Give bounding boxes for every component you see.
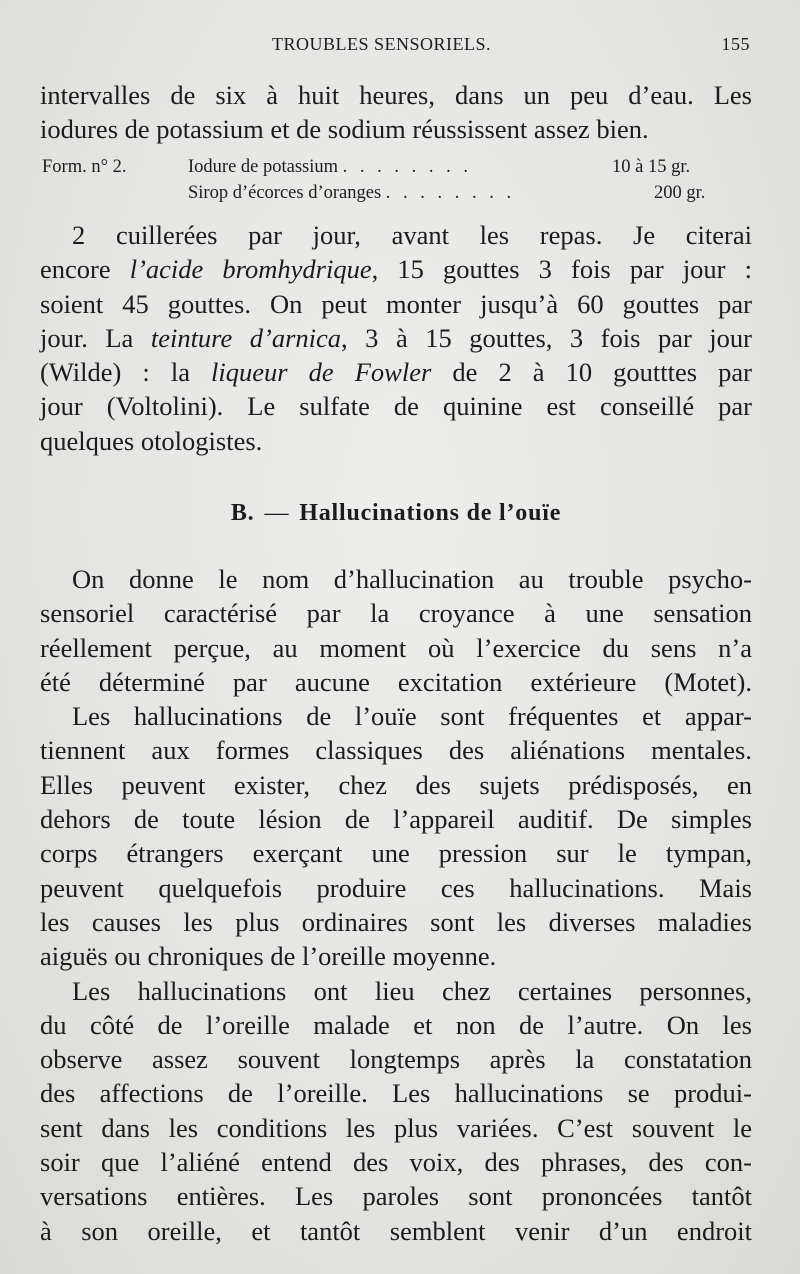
text-span: encore — [40, 254, 130, 285]
section-dash: — — [264, 500, 290, 526]
text-line: jour (Voltolini). Le sulfate de quinine est conseillé par — [40, 391, 752, 422]
text-line — [40, 252, 752, 286]
leader-dots: . . . . . . . . — [342, 157, 473, 177]
ingredient-name: Iodure de potassium — [188, 157, 339, 177]
section-heading — [40, 500, 752, 527]
text-line: réellement perçue, au moment où l’exercice du sens n’a — [40, 632, 752, 663]
text-line: dehors de toute lésion de l’appareil auditif. De simples — [40, 804, 752, 835]
text-span: jour. La — [40, 322, 151, 353]
text-line: quelques otologistes. — [40, 425, 263, 456]
text-line: peuvent quelquefois produire ces hallucinations. Mais — [40, 872, 752, 903]
text-line: tiennent aux formes classiques des aliénations mentales. — [40, 735, 752, 766]
text-line: 2 cuillerées par jour, avant les repas. Je citerai — [72, 220, 752, 250]
italic-term: liqueur de Fowler — [211, 357, 432, 388]
formula-label: Form. n° 2. — [42, 157, 127, 177]
text-span: , 3 à 15 gouttes, 3 fois par jour — [341, 322, 752, 353]
text-line: soient 45 gouttes. On peut monter jusqu’à 60 gouttes par — [40, 288, 752, 319]
text-line: sent dans les conditions les plus variées. C’est souvent le — [40, 1112, 752, 1143]
text-line: sensoriel caractérisé par la croyance à une sensation — [40, 598, 752, 629]
text-line: les causes les plus ordinaires sont les diverses maladies — [40, 906, 752, 937]
intro-paragraph — [40, 78, 752, 147]
text-line: On donne le nom d’hallucination au trouble psycho- — [72, 564, 752, 594]
running-title: TROUBLES SENSORIELS. — [272, 34, 492, 54]
ingredient-dose: 200 gr. — [654, 183, 706, 203]
text-line: soir que l’aliéné entend des voix, des phrases, des con- — [40, 1147, 752, 1178]
text-span: (Wilde) : la — [40, 357, 212, 388]
page-header — [40, 34, 752, 58]
text-line: Les hallucinations de l’ouïe sont fréquentes et appar- — [72, 701, 752, 732]
text-line: iodures de potassium et de sodium réussissent assez bien. — [40, 114, 649, 145]
formula-ingredient — [188, 154, 472, 180]
text-span: , 15 gouttes 3 fois par jour : — [371, 254, 752, 285]
ingredient-dose: 10 à 15 gr. — [612, 157, 691, 177]
formula — [40, 154, 752, 206]
treatment-paragraph — [40, 218, 752, 458]
text-line: Les hallucinations ont lieu chez certaines personnes, — [72, 975, 752, 1006]
italic-term: teinture d’arnica — [150, 322, 342, 353]
body-text — [40, 562, 752, 1248]
text-line — [40, 321, 752, 355]
text-span: de 2 à 10 goutttes par — [431, 357, 753, 388]
text-line: corps étrangers exerçant une pression sur le tympan, — [40, 838, 752, 869]
italic-term: l’acide bromhydrique — [129, 254, 372, 285]
formula-row — [40, 180, 752, 206]
formula-row — [40, 154, 752, 180]
ingredient-name: Sirop d’écorces d’oranges — [188, 183, 382, 203]
text-line: intervalles de six à huit heures, dans un peu d’eau. Les — [40, 80, 752, 110]
text-line: été déterminé par aucune excitation extérieure (Motet). — [40, 666, 752, 697]
text-line: à son oreille, et tantôt semblent venir d’un endroit — [40, 1215, 752, 1246]
section-letter: B. — [230, 500, 255, 526]
text-line: Elles peuvent exister, chez des sujets prédisposés, en — [40, 769, 752, 800]
leader-dots: . . . . . . . . — [385, 183, 516, 203]
text-line: des affections de l’oreille. Les hallucinations se produi- — [40, 1078, 752, 1109]
text-line: aiguës ou chroniques de l’oreille moyenne. — [40, 941, 497, 972]
section-title: Hallucinations de l’ouïe — [299, 500, 562, 526]
formula-ingredient — [188, 180, 515, 206]
text-line: versations entières. Les paroles sont prononcées tantôt — [40, 1181, 752, 1212]
page-number: 155 — [721, 34, 750, 54]
text-line: du côté de l’oreille malade et non de l’autre. On les — [40, 1009, 752, 1040]
text-line — [40, 355, 752, 389]
text-line: observe assez souvent longtemps après la constatation — [40, 1044, 752, 1075]
